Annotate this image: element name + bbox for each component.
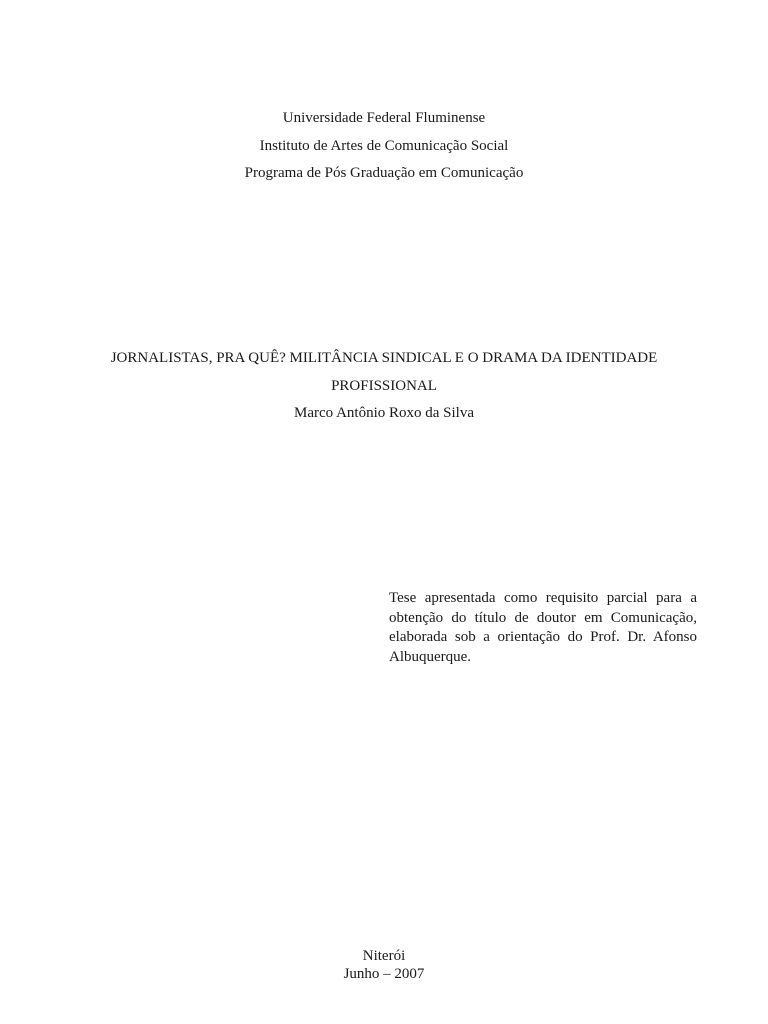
thesis-title-line-1: JORNALISTAS, PRA QUÊ? MILITÂNCIA SINDICAL E O DRAMA DA IDENTIDADE xyxy=(110,350,658,366)
thesis-note-line: obtenção do título de doutor em Comunicação, xyxy=(389,609,697,626)
thesis-note-line: elaborada sob a orientação do Prof. Dr. Afonso xyxy=(389,629,697,645)
institute-name: Instituto de Artes de Comunicação Social xyxy=(259,138,509,154)
program-name: Programa de Pós Graduação em Comunicação xyxy=(244,165,524,181)
date: Junho – 2007 xyxy=(343,966,425,982)
author-name: Marco Antônio Roxo da Silva xyxy=(294,405,474,421)
thesis-note-line: Tese apresentada como requisito parcial para a xyxy=(389,590,697,606)
city: Niterói xyxy=(362,948,406,964)
thesis-note xyxy=(389,589,697,667)
thesis-note-line: Albuquerque. xyxy=(389,648,472,665)
thesis-title-line-2: PROFISSIONAL xyxy=(331,378,437,394)
university-name: Universidade Federal Fluminense xyxy=(282,110,486,126)
